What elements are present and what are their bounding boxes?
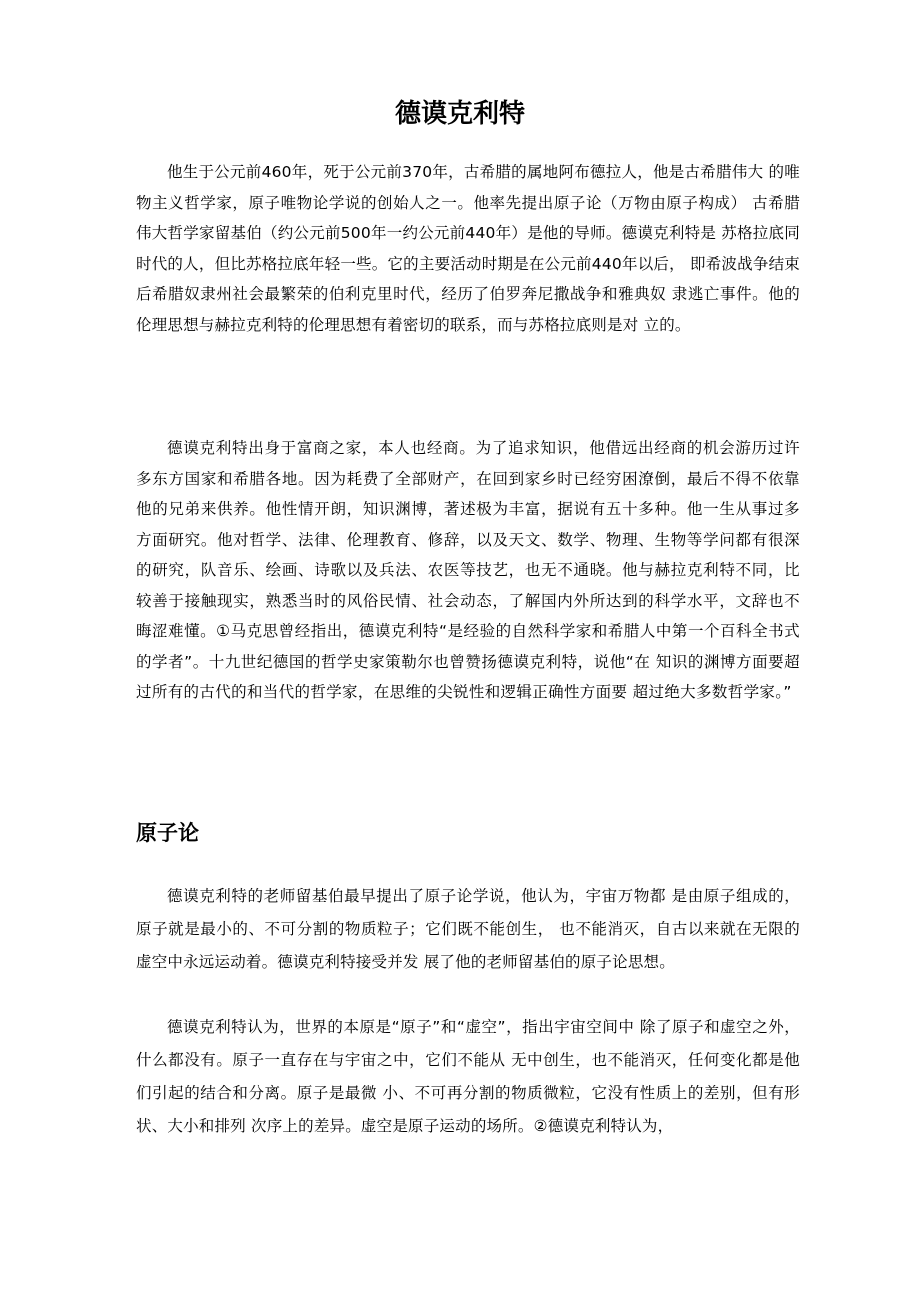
document-title: 德谟克利特 <box>394 99 525 129</box>
paragraph-background: 德谟克利特出身于富商之家，本人也经商。为了追求知识，他借远出经商的机会游历过许多东方国家和希腊各地。因为耗费了全部财产，在回到家乡时已经穷困潦倒，最后不得不依靠他的兄弟来供养。他性情开朗，知识渊博，著述极为丰富，据说有五十多种。他一生从事过多方面研究。他对哲学、法律、伦理教育、修辞，以及天文、数学、物理、生物等学问都有很深的研究，队音乐、绘画、诗歌以及兵法、农医等技艺，也无不通晓。他与赫拉克利特不同，比较善于接触现实，熟悉当时的风俗民情、社会动态，了解国内外所达到的科学水平，文辞也不晦涩难懂。①马克思曾经指出，德谟克利特“是经验的自然科学家和希腊人中第一个百科全书式的学者”。十九世纪德国的哲学史家策勒尔也曾赞扬德谟克利特，说他“在 知识的渊博方面要超过所有的古代的和当代的哲学家，在思维的尖锐性和逻辑正确性方面要 超过绝大多数哲学家。” <box>136 439 800 701</box>
paragraph-atomism-origin: 德谟克利特的老师留基伯最早提出了原子论学说，他认为，宇宙万物都 是由原子组成的，原子就是最小的、不可分割的物质粒子；它们既不能创生， 也不能消灭，自古以来就在无限的虚空中永远运动着。德谟克利特接受并发 展了他的老师留基伯的原子论思想。 <box>136 887 800 971</box>
paragraph-biography: 他生于公元前460年，死于公元前370年，古希腊的属地阿布德拉人，他是古希腊伟大 的唯物主义哲学家，原子唯物论学说的创始人之一。他率先提出原子论（万物由原子构成） 古希腊伟大哲学家留基伯（约公元前500年一约公元前440年）是他的导师。德谟克利特是 苏格拉底同时代的人，但比苏格拉底年轻一些。它的主要活动时期是在公元前440年以后， 即希波战争结束后希腊奴隶州社会最繁荣的伯利克里时代，经历了伯罗奔尼撒战争和雅典奴 隶逃亡事件。他的伦理思想与赫拉克利特的伦理思想有着密切的联系，而与苏格拉底则是对 立的。 <box>136 163 800 334</box>
paragraph-atomism-theory: 德谟克利特认为，世界的本原是“原子”和“虚空”，指出宇宙空间中 除了原子和虚空之外，什么都没有。原子一直存在与宇宙之中，它们不能从 无中创生，也不能消灭，任何变化都是他们引起的结合和分离。原子是最微 小、不可再分割的物质微粒，它没有性质上的差别，但有形状、大小和排列 次序上的差异。虚空是原子运动的场所。②德谟克利特认为， <box>136 1018 800 1135</box>
section-heading-atomism: 原子论 <box>136 821 199 845</box>
